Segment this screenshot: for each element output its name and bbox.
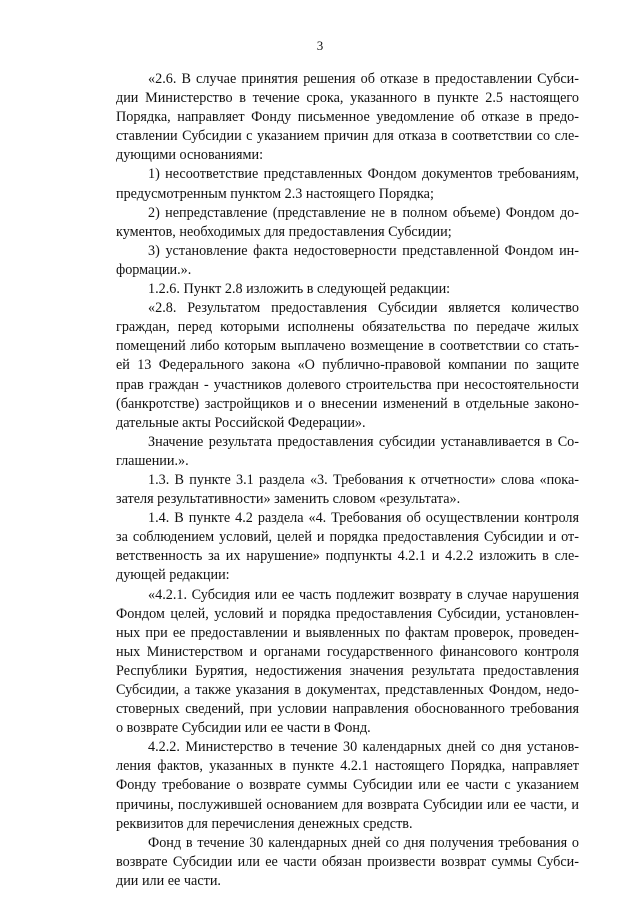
- paragraph: [116, 834, 579, 891]
- paragraph: [116, 165, 579, 203]
- paragraph: [116, 70, 579, 165]
- text-line: дующими основаниями:: [116, 147, 264, 164]
- text-line: Значение результата предоставления субсидии устанавливается в Со-: [148, 433, 579, 450]
- text-line: 1.4. В пункте 4.2 раздела «4. Требования об осуществлении контроля: [148, 510, 579, 527]
- text-line: формации.».: [116, 261, 192, 278]
- text-line: дии Министерство в течение срока, указанного в пункте 2.5 настоящего: [116, 90, 579, 107]
- text-line: дии или ее части.: [116, 872, 221, 889]
- text-line: «2.8. Результатом предоставления Субсидии является количество: [148, 300, 579, 317]
- text-line: ления фактов, указанных в пункте 4.2.1 настоящего Порядка, направляет: [116, 758, 579, 775]
- text-line: Республики Бурятия, недостижения значения результата предоставления: [116, 662, 579, 679]
- paragraph: [116, 204, 579, 242]
- text-line: 1.2.6. Пункт 2.8 изложить в следующей редакции:: [148, 281, 451, 298]
- text-line: зателя результативности» заменить словом «результата».: [116, 491, 461, 508]
- text-line: причины, послужившей основанием для возврата Субсидии или ее части, и: [116, 796, 579, 813]
- text-line: возврате Субсидии или ее части обязан произвести возврат суммы Субси-: [116, 853, 579, 870]
- paragraph: [116, 509, 579, 585]
- page-number: 3: [316, 38, 324, 53]
- text-line: 1) несоответствие представленных Фондом документов требованиям,: [148, 166, 579, 183]
- text-line: 1.3. В пункте 3.1 раздела «3. Требования к отчетности» слова «пока-: [148, 471, 579, 488]
- text-line: граждан, перед которыми исполнены обязательства по передаче жилых: [116, 319, 579, 336]
- text-line: кументов, необходимых для предоставления Субсидии;: [116, 223, 452, 240]
- text-line: Фонд в течение 30 календарных дней со дня получения требования о: [148, 834, 579, 851]
- text-line: помещений либо которым выплачено возмещение в соответствии со стать-: [116, 338, 579, 355]
- text-line: стоверных сведений, при условии направления обоснованного требования: [116, 701, 579, 718]
- text-line: дательные акты Российской Федерации».: [116, 414, 366, 431]
- paragraph: [116, 738, 579, 833]
- text-line: прав граждан - участников долевого строительства при несостоятельности: [116, 376, 579, 393]
- paragraph: [116, 299, 579, 433]
- text-line: Субсидии, а также указания в документах, представленных Фондом, недо-: [116, 682, 579, 698]
- paragraph: [116, 280, 579, 299]
- text-line: (банкротстве) застройщиков и о внесении изменений в отдельные законо-: [116, 395, 579, 412]
- paragraph: [116, 433, 579, 471]
- document-body: [116, 70, 579, 891]
- text-line: Фонду требование о возврате суммы Субсидии или ее части с указанием: [116, 777, 579, 794]
- text-line: ных при ее предоставлении и выявленных по фактам проверок, проведен-: [116, 624, 579, 641]
- paragraph: [116, 242, 579, 280]
- text-line: глашении.».: [116, 452, 189, 469]
- paragraph: [116, 471, 579, 509]
- text-line: ветственность за их нарушение» подпункты 4.2.1 и 4.2.2 изложить в сле-: [116, 548, 579, 565]
- text-line: реквизитов для перечисления денежных средств.: [116, 815, 413, 832]
- text-line: ных Министерством и органами государственного финансового контроля: [116, 643, 579, 660]
- text-line: 3) установление факта недостоверности представленной Фондом ин-: [148, 242, 579, 259]
- text-line: Фондом целей, условий и порядка предоставления Субсидии, установлен-: [116, 605, 579, 622]
- text-line: о возврате Субсидии или ее части в Фонд.: [116, 720, 371, 737]
- text-line: предусмотренным пунктом 2.3 настоящего Порядка;: [116, 185, 434, 202]
- text-line: «2.6. В случае принятия решения об отказе в предоставлении Субси-: [148, 71, 579, 87]
- text-line: 2) непредставление (представление не в полном объеме) Фондом до-: [148, 204, 579, 221]
- text-line: 4.2.2. Министерство в течение 30 календарных дней со дня установ-: [148, 739, 579, 756]
- text-line: «4.2.1. Субсидия или ее часть подлежит возврату в случае нарушения: [148, 586, 579, 603]
- text-line: за соблюдением условий, целей и порядка предоставления Субсидии и от-: [116, 529, 579, 546]
- paragraph: [116, 586, 579, 739]
- text-line: ставлении Субсидии с указанием причин для отказа в соответствии со сле-: [116, 128, 579, 145]
- text-line: Порядка, направляет Фонду письменное уведомление об отказе в предо-: [116, 109, 579, 126]
- text-line: ей 13 Федерального закона «О публично-правовой компании по защите: [116, 357, 579, 374]
- text-line: дующей редакции:: [116, 567, 230, 584]
